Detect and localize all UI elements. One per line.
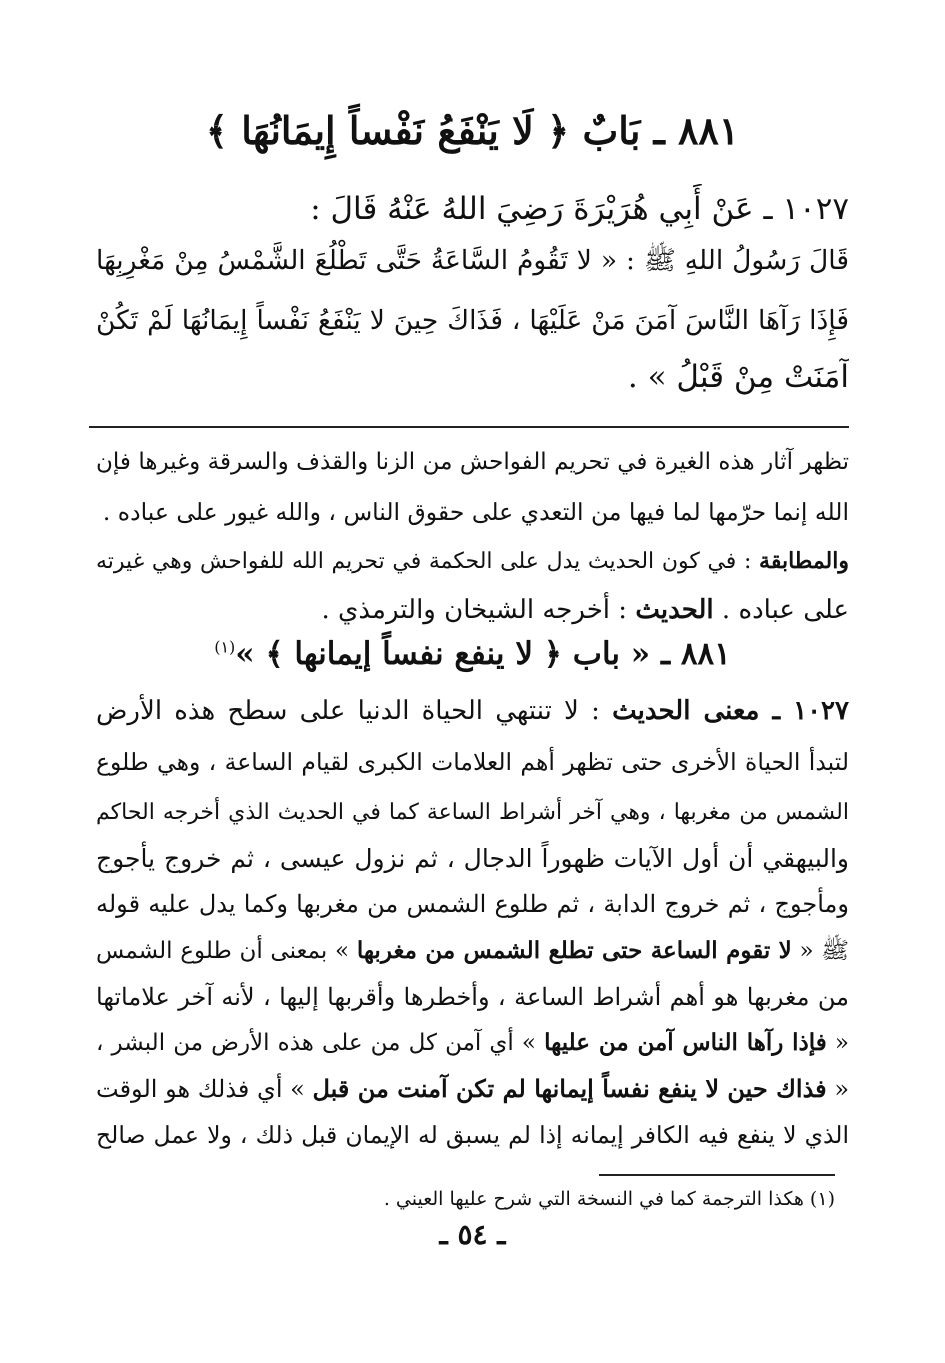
section-divider	[89, 426, 849, 428]
commentary-line-3: الشمس من مغربها ، وهي آخر أشراط الساعة كما في الحديث الذي أخرجه الحاكم	[96, 800, 849, 825]
commentary-line-6	[96, 930, 849, 972]
commentary-line-1	[96, 690, 849, 732]
commentary-line-2: لتبدأ الحياة الأخرى حتى تظهر أهم العلامات الكبرى لقيام الساعة ، وهي طلوع	[96, 748, 849, 776]
chapter-title: ٨٨١ ـ بَابٌ ﴿ لَا يَنْفَعُ نَفْساً إِيمَانُهَا ﴾	[205, 108, 740, 153]
line6-start: ﷺ «	[791, 938, 849, 964]
mutabaqa-label: والمطابقة	[759, 548, 849, 574]
commentary-top-line-4	[96, 589, 849, 631]
hadith-label: الحديث	[635, 595, 714, 625]
quoted-hadith-3: فذاك حين لا ينفع نفساً إيمانها لم تكن آمنت من قبل	[312, 1074, 827, 1103]
line9-start: «	[826, 1075, 849, 1103]
line8-rest: » أي آمن كل من على هذه الأرض من البشر ،	[96, 1030, 545, 1056]
hadith-line-1: ١٠٢٧ ـ عَنْ أَبِي هُرَيْرَةَ رَضِيَ اللهُ عَنْهُ قَالَ :	[310, 191, 849, 227]
line9-rest: » أي فذلك هو الوقت	[96, 1075, 313, 1103]
takhrij-text: : أخرجه الشيخان والترمذي .	[321, 595, 636, 625]
commentary-top-line-2: الله إنما حرّمها لما فيها من التعدي على حقوق الناس ، والله غيور على عباده .	[102, 498, 849, 526]
commentary-top-line-1: تظهر آثار هذه الغيرة في تحريم الفواحش من الزنا والقذف والسرقة وغيرها فإن	[96, 449, 849, 475]
quoted-hadith-1: لا تقوم الساعة حتى تطلع الشمس من مغربها	[356, 937, 792, 964]
quoted-hadith-2: فإذا رآها الناس آمن من عليها	[544, 1029, 827, 1056]
commentary-line-1-text: : لا تنتهي الحياة الدنيا على سطح هذه الأرض	[96, 696, 613, 726]
line8-start: «	[826, 1030, 849, 1056]
line6-rest: » بمعنى أن طلوع الشمس	[96, 938, 357, 964]
page-number: ـ ٥٤ ـ	[439, 1218, 506, 1251]
footnote-marker: (١)	[214, 637, 236, 657]
commentary-line-8	[96, 1022, 849, 1064]
commentary-line-10: الذي لا ينفع فيه الكافر إيمانه إذا لم يسبق له الإيمان قبل ذلك ، ولا عمل صالح	[96, 1121, 849, 1149]
commentary-top-line-3	[96, 540, 849, 582]
hadith-line-2: قَالَ رَسُولُ اللهِ ﷺ : « لا تَقُومُ السَّاعَةُ حَتَّى تَطْلُعَ الشَّمْسُ مِنْ مَغْرِبِهَا	[96, 245, 849, 276]
meaning-heading: ١٠٢٧ ـ معنى الحديث	[612, 696, 849, 726]
commentary-line-5: ومأجوج ، ثم خروج الدابة ، ثم طلوع الشمس من مغربها وكما يدل عليه قوله	[96, 890, 849, 918]
hadith-line-3: فَإِذَا رَآهَا النَّاسَ آمَنَ مَنْ عَلَيْهَا ، فَذَاكَ حِينَ لا يَنْفَعُ نَفْساً إِيمَانُهَا لَمْ تَكُنْ	[96, 305, 849, 336]
commentary-line-9	[96, 1068, 849, 1110]
mutabaqa-text: : في كون الحديث يدل على الحكمة في تحريم الله للفواحش وهي غيرته	[96, 549, 760, 574]
line4-start: على عباده .	[713, 595, 849, 625]
commentary-line-4: والبيهقي أن أول الآيات ظهوراً الدجال ، ثم نزول عيسى ، ثم خروج يأجوج	[96, 844, 849, 873]
hadith-line-4: آمَنَتْ مِنْ قَبْلُ » .	[627, 359, 849, 395]
sub-title-text: ٨٨١ ـ « باب ﴿ لا ينفع نفساً إيمانها ﴾ »	[235, 636, 731, 672]
commentary-chapter-title	[0, 636, 945, 672]
footnote-divider	[599, 1174, 835, 1176]
footnote: (١) هكذا الترجمة كما في النسخة التي شرح عليها العيني .	[383, 1188, 835, 1210]
commentary-line-7: من مغربها هو أهم أشراط الساعة ، وأخطرها وأقربها إليها ، لأنه آخر علاماتها	[96, 983, 849, 1011]
